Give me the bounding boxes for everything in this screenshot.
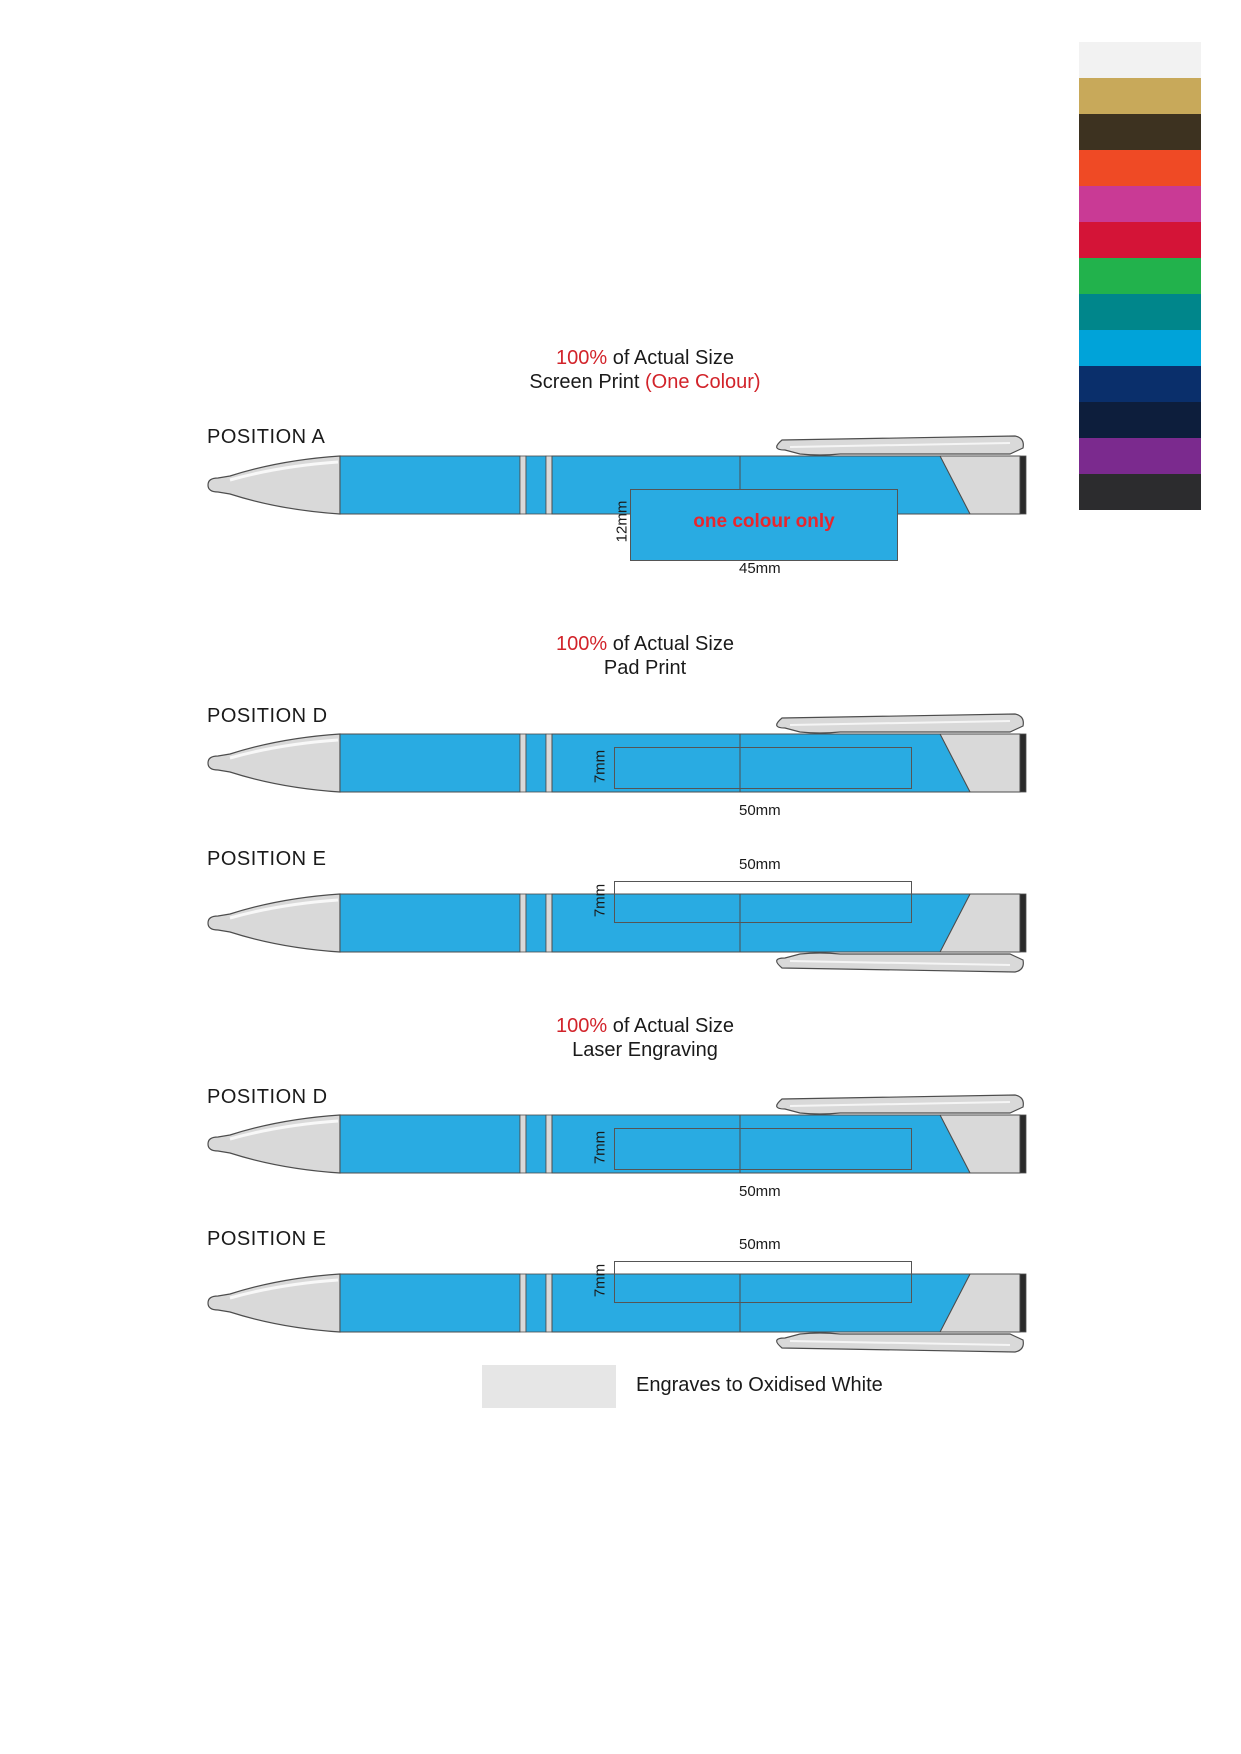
swatch-dark-navy [1079, 402, 1201, 438]
dimension-height-pad-e: 7mm [591, 883, 609, 918]
dimension-width-pad-d: 50mm [739, 802, 781, 819]
print-area-pad-e [614, 881, 912, 923]
swatch-red [1079, 222, 1201, 258]
swatch-purple [1079, 438, 1201, 474]
swatch-green [1079, 258, 1201, 294]
position-a-label: POSITION A [207, 426, 326, 448]
dimension-width-laser-e: 50mm [739, 1236, 781, 1253]
laser-heading: 100% of Actual Size Laser Engraving [556, 1015, 734, 1061]
swatch-navy [1079, 366, 1201, 402]
print-area-note: one colour only [693, 511, 835, 532]
laser-position-e-label: POSITION E [207, 1228, 327, 1250]
swatch-gold [1079, 78, 1201, 114]
screen-print-heading: 100% of Actual Size Screen Print (One Colour) [529, 347, 761, 393]
swatch-light-blue [1079, 330, 1201, 366]
print-area-a [630, 489, 898, 561]
dimension-width-laser-d: 50mm [739, 1183, 781, 1200]
dimension-width-pad-e: 50mm [739, 856, 781, 873]
dimension-width-a: 45mm [739, 560, 781, 577]
legend-label: Engraves to Oxidised White [636, 1374, 883, 1396]
pad-position-d-label: POSITION D [207, 705, 328, 727]
dimension-height-a: 12mm [613, 500, 631, 543]
swatch-white [1079, 42, 1201, 78]
swatch-pink [1079, 186, 1201, 222]
swatch-teal [1079, 294, 1201, 330]
pad-print-heading: 100% of Actual Size Pad Print [556, 633, 734, 679]
swatch-black [1079, 474, 1201, 510]
oxidised-white-swatch [482, 1365, 616, 1408]
dimension-height-laser-d: 7mm [591, 1130, 609, 1165]
swatch-orange [1079, 150, 1201, 186]
print-area-pad-d [614, 747, 912, 789]
print-area-laser-e [614, 1261, 912, 1303]
dimension-height-laser-e: 7mm [591, 1263, 609, 1298]
swatch-brown [1079, 114, 1201, 150]
pad-position-e-label: POSITION E [207, 848, 327, 870]
print-area-laser-d [614, 1128, 912, 1170]
colour-swatch-column [1079, 42, 1201, 510]
dimension-height-pad-d: 7mm [591, 749, 609, 784]
laser-position-d-label: POSITION D [207, 1086, 328, 1108]
